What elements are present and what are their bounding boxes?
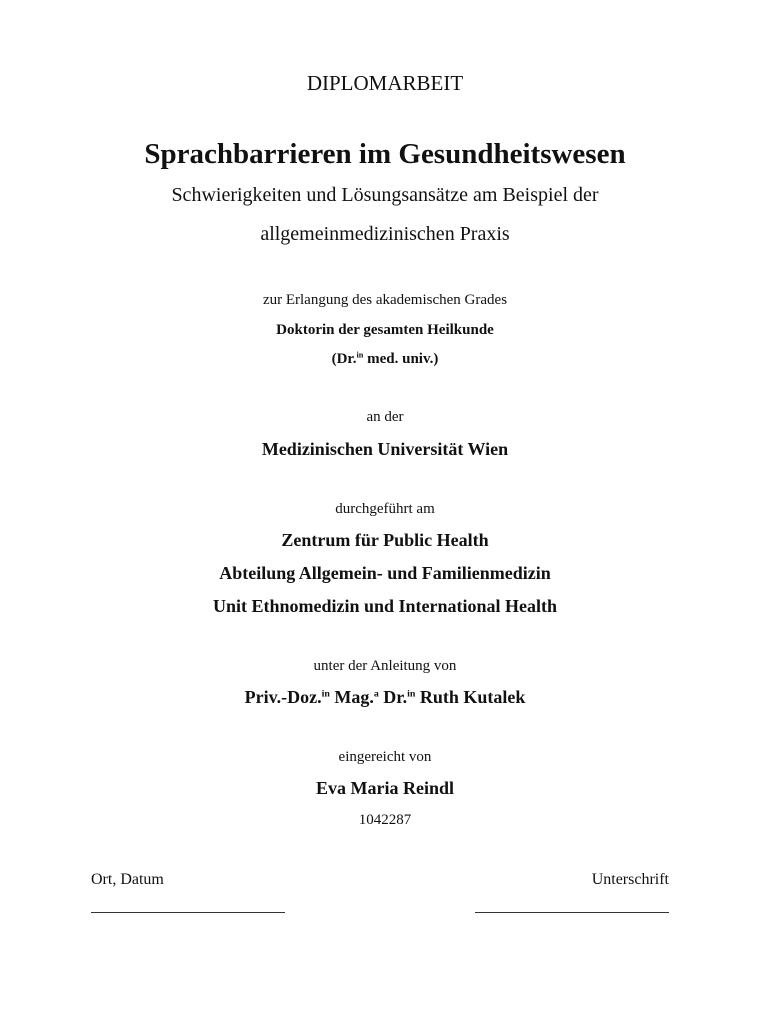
- supervisor-sup-2: a: [373, 688, 379, 700]
- degree-name: Doktorin der gesamten Heilkunde: [276, 322, 494, 338]
- supervisor-sup-3: in: [407, 688, 416, 700]
- unit-name: Unit Ethnomedizin und International Health: [212, 596, 558, 616]
- supervisor-title-1: Priv.-Doz.: [244, 687, 322, 707]
- center-name: Zentrum für Public Health: [281, 530, 489, 550]
- place-date-line: [91, 912, 285, 913]
- supervisor-title-2: Mag.: [329, 687, 374, 707]
- degree-abbr-prefix: (Dr.: [331, 351, 357, 367]
- submitted-by-label: eingereicht von: [338, 749, 432, 765]
- supervision-label: unter der Anleitung von: [313, 658, 457, 674]
- institution-preposition: an der: [366, 409, 404, 425]
- signature-line: [475, 912, 669, 913]
- signature-label: Unterschrift: [591, 871, 669, 888]
- student-id: 1042287: [358, 812, 412, 828]
- thesis-subtitle-line-1: Schwierigkeiten und Lösungsansätze am Beispiel der: [171, 184, 599, 206]
- conducted-at-label: durchgeführt am: [335, 501, 435, 517]
- degree-abbr-suffix: med. univ.): [363, 351, 439, 367]
- department-name: Abteilung Allgemein- und Familienmedizin: [219, 563, 551, 583]
- university-name: Medizinischen Universität Wien: [261, 439, 509, 459]
- place-date-label: Ort, Datum: [91, 871, 164, 888]
- document-type: DIPLOMARBEIT: [306, 71, 464, 95]
- supervisor-name: [0, 688, 770, 706]
- supervisor-full-name: Ruth Kutalek: [415, 687, 526, 707]
- supervisor-title-3: Dr.: [378, 687, 408, 707]
- degree-abbreviation: [0, 352, 770, 367]
- thesis-title: Sprachbarrieren im Gesundheitswesen: [144, 138, 626, 170]
- degree-abbr-superscript: in: [356, 350, 364, 360]
- supervisor-sup-1: in: [321, 688, 330, 700]
- degree-purpose: zur Erlangung des akademischen Grades: [262, 292, 508, 308]
- author-name: Eva Maria Reindl: [316, 778, 454, 798]
- thesis-subtitle-line-2: allgemeinmedizinischen Praxis: [260, 223, 510, 245]
